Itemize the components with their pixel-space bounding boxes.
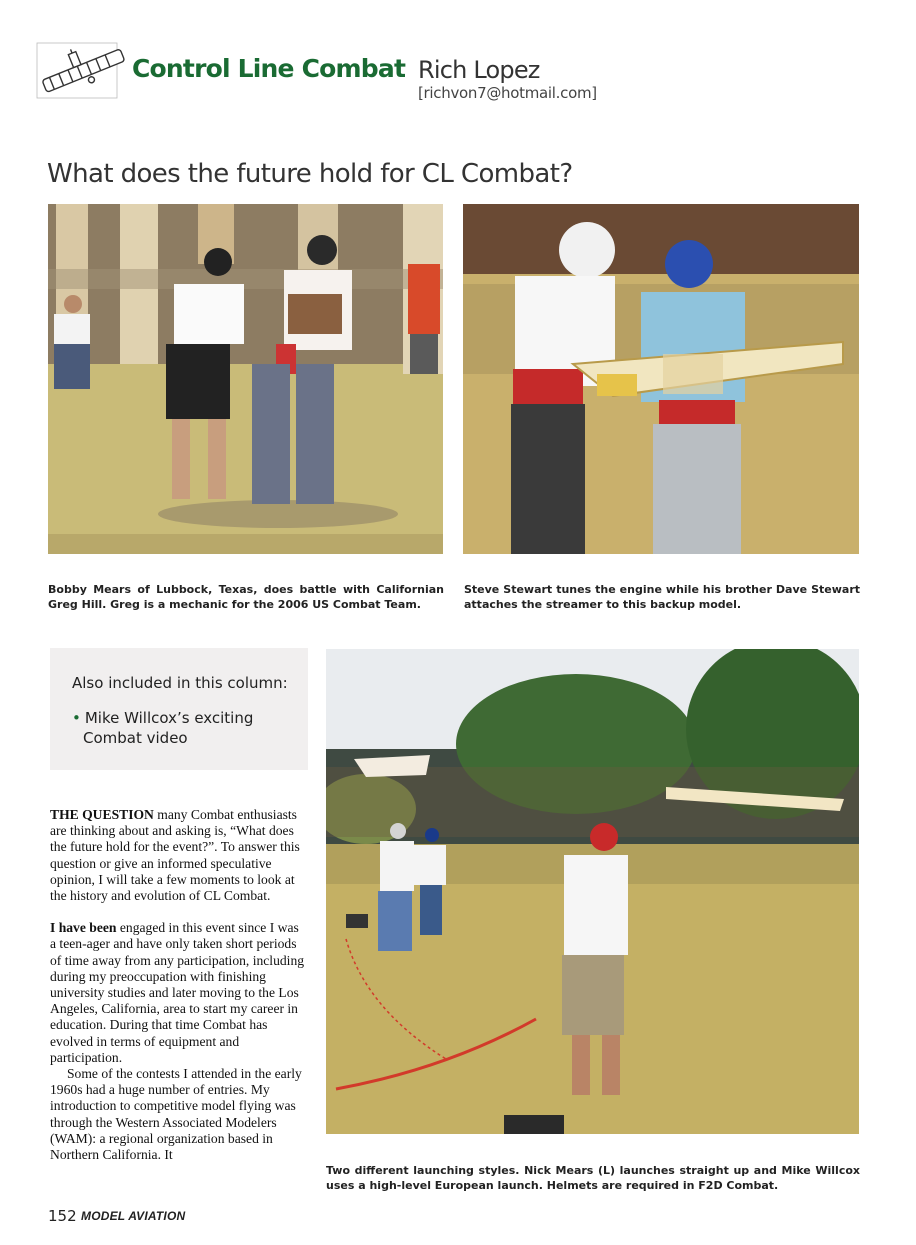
author-name: Rich Lopez [418,56,540,84]
photo-steve-dave-stewart [463,204,859,554]
paragraph-2-lead: I have been [50,920,117,936]
page-number: 152 [48,1207,77,1225]
paragraph-1-lead: THE QUESTION [50,807,154,822]
article-body [50,807,306,1163]
article-headline: What does the future hold for CL Combat? [47,159,573,190]
also-included-item-line-2: Combat video [83,729,188,747]
also-included-item-line-1: Mike Willcox’s exciting [84,709,254,727]
caption-photo-2: Steve Stewart tunes the engine while his brother Dave Stewart attaches the streamer to this backup model. [464,583,860,611]
magazine-name: MODEL AVIATION [81,1209,186,1223]
paragraph-2 [50,920,306,1066]
column-title: Control Line Combat [132,54,406,83]
bullet-icon: • [72,709,81,727]
also-included-heading: Also included in this column: [72,674,288,692]
also-included-item [72,708,292,748]
caption-photo-1: Bobby Mears of Lubbock, Texas, does battle with Californian Greg Hill. Greg is a mechanic for the 2006 US Combat Team. [48,583,444,611]
paragraph-2-text: engaged in this event since I was a teen-ager and have only taken short periods of time away from any participation, including during my preoccupation with finishing university studies and later moving to the Los Angeles, California, area to start my career in education. During that time Combat has evolved in terms of equipment and participation. [50,920,305,1065]
caption-photo-3: Two different launching styles. Nick Mears (L) launches straight up and Mike Willcox uses a high-level European launch. Helmets are required in F2D Combat. [326,1164,860,1192]
photo-launching-styles [326,649,859,1134]
paragraph-1-text: many Combat enthusiasts are thinking about and asking is, “What does the future hold for the event?”. To answer this question or give an informed speculative opinion, I will take a few moments to look at the history and evolution of CL Combat. [50,807,300,904]
paragraph-1 [50,807,306,904]
combat-plane-logo-icon [36,42,132,102]
paragraph-3: Some of the contests I attended in the early 1960s had a huge number of entries. My introduction to competitive model flying was through the Western Associated Modelers (WAM): a regional organization based in Northern California. It [50,1066,302,1163]
photo-bobby-mears-greg-hill [48,204,443,554]
also-included-box [50,648,308,770]
author-email: [richvon7@hotmail.com] [418,84,597,102]
